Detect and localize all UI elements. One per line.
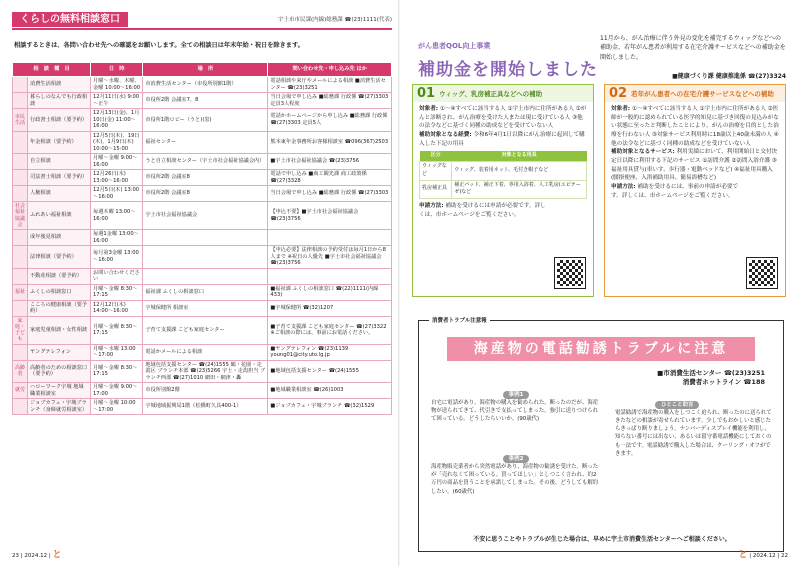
cell-contact: 当日会場で申し込み ■総務課 行政係 ☎(27)3303 — [268, 186, 392, 202]
advice-heading: ひとこと助言 — [655, 401, 699, 409]
target-text: ①～④すべてに該当する人 ①宇土市内に住所がある人 ②医師が一般的に認められている医学的知見に基づき回復の見込みがない状態に至ったと判断したことにより、がんの治療を目的とした治療を行わない人 ③対象サービス利用時に18歳以上40歳未満の人 ④他の法令などに基づく同種の助成などを受けていない人 — [611, 106, 779, 147]
right-footer: と | 2024.12 | 22 — [738, 550, 788, 560]
table-row — [13, 202, 392, 230]
col-header: 対象となる用具 — [452, 151, 587, 161]
warning-contact-center: ■市消費生活センター ☎(23)3251 — [657, 369, 765, 377]
cell-time: 月曜～金曜 9:00～16:00 — [91, 154, 143, 170]
table-row — [13, 399, 392, 415]
cell-name: ふくしの相談窓口 — [28, 284, 91, 300]
cell-time: 月曜～金曜 8:30～17:15 — [91, 316, 143, 344]
cell-time: 12月12日(木) 14:00～16:00 — [91, 300, 143, 316]
cell-place: 市役所別館2階 — [143, 383, 268, 399]
table-row — [13, 383, 392, 399]
col-header: 日 時 — [91, 63, 143, 77]
cell-cat: 福祉 — [13, 284, 28, 300]
cell-cat — [13, 268, 28, 284]
cell-contact — [268, 268, 392, 284]
qr-code-icon[interactable] — [555, 258, 585, 288]
cell-place — [143, 246, 268, 269]
table-cell: 補正パッド、補正下着、専用入浴着、人工乳房(エピテーゼ)など — [452, 180, 587, 199]
article-intro: 11月から、がん治療に伴う外見の変化を補完するウィッグなどへの補助金、若年がん患者が利用する在宅介護サービスなどへの補助金を開始しました。 — [600, 35, 786, 61]
table-cell: 乳房補正具 — [420, 180, 452, 199]
consultation-title: くらしの無料相談窓口 — [12, 12, 128, 27]
case-heading: 事例2 — [503, 455, 530, 463]
case-2 — [431, 455, 601, 496]
apply-label: 申請方法: — [611, 183, 636, 190]
cell-name: 法律相談（要予約） — [28, 246, 91, 269]
cell-name: 成年後見相談 — [28, 230, 91, 246]
page-number: 23 — [12, 553, 19, 559]
box-header — [413, 85, 593, 102]
cell-place: 子育て支援課 こども家庭センター — [143, 316, 268, 344]
col-header: 問い合わせ先・申し込み先 ほか — [268, 63, 392, 77]
right-page — [400, 0, 800, 566]
cell-contact: ■地域包括支援センター ☎(24)1555 — [268, 360, 392, 383]
col-header: 場 所 — [143, 63, 268, 77]
cell-cat — [13, 131, 28, 154]
cell-name: ハローワーク宇城 地域職業相談室 — [28, 383, 91, 399]
apply-label: 申請方法: — [419, 203, 444, 210]
cell-contact: ■ヤングテレフォン ☎(23)1139 young01@city.uto.lg.jp — [268, 344, 392, 360]
cell-contact: 電話で申し込み ■商工観光課 商工政策係 ☎(27)3328 — [268, 170, 392, 186]
cell-time: 12月5日(木) 13:00～16:00 — [91, 186, 143, 202]
amount-label: 補助対象となるサービス: — [611, 149, 675, 156]
cell-cat — [13, 170, 28, 186]
box-body — [605, 102, 785, 203]
cell-cat: 市民生活 — [13, 109, 28, 132]
cell-contact: 熊本東年金事務所お客様相談室 ☎096(367)2503 — [268, 131, 392, 154]
cell-cat — [13, 230, 28, 246]
box-title: ウィッグ、乳房補正具などへの補助 — [439, 90, 543, 98]
warning-title: 海産物の電話勧誘トラブルに注意 — [447, 337, 755, 361]
case-1 — [431, 391, 601, 424]
cell-cat — [13, 186, 28, 202]
col-header: 相 談 種 目 — [13, 63, 91, 77]
cell-time: 12月5日(木)、19日(木)、1月9日(木) 10:00～15:00 — [91, 131, 143, 154]
cell-cat — [13, 246, 28, 269]
left-footer: 23 | 2024.12 | と — [12, 550, 62, 560]
consultation-table — [12, 62, 392, 415]
cell-name: 行政書士相談（要予約） — [28, 109, 91, 132]
cell-name: こころの健康相談（要予約） — [28, 300, 91, 316]
consultation-subtitle: 宇土市市民課(内線)総務課 ☎(23)1111(代表) — [278, 17, 392, 23]
table-row — [420, 180, 587, 199]
box-title: 若年がん患者への在宅介護サービスなどへの補助 — [631, 90, 774, 98]
cell-time: 月曜～金曜 8:30～17:15 — [91, 284, 143, 300]
cell-name: ジョブカフェ・宇城ブランチ（身障就労相談室） — [28, 399, 91, 415]
cell-contact: ■福祉課 ふくしの相談窓口 ☎(22)1111(内線433) — [268, 284, 392, 300]
table-row — [13, 360, 392, 383]
cell-place: 宇土市社会福祉協議会 — [143, 202, 268, 230]
cell-contact — [268, 230, 392, 246]
cell-place: 福祉センター — [143, 131, 268, 154]
box-number: 02 — [609, 86, 628, 101]
cell-place: 市役所2階 会議室8 — [143, 170, 268, 186]
cell-place: 宇城地域振興局1階（松橋町久具400-1） — [143, 399, 268, 415]
cell-cat: 家庭・子ども — [13, 316, 28, 344]
qr-code-icon[interactable] — [747, 258, 777, 288]
city-logo: と — [52, 550, 62, 560]
cell-name: ヤングテレフォン — [28, 344, 91, 360]
issue-date: 2024.12 — [24, 553, 48, 559]
table-row — [13, 170, 392, 186]
cell-place: 福祉課 ふくしの相談窓口 — [143, 284, 268, 300]
consultation-note: 相談するときは、各問い合わせ先への確認をお願いします。全ての相談日は年末年始・祝日を除きます。 — [14, 42, 304, 49]
cell-time: 12月26日(木) 13:00～16:00 — [91, 170, 143, 186]
cell-name: ふれあい福祉相談 — [28, 202, 91, 230]
amount-label: 補助対象となる経費: — [419, 131, 472, 138]
cell-contact: ■ジョブカフェ・宇城ブランチ ☎(32)1529 — [268, 399, 392, 415]
cell-name: 人権相談 — [28, 186, 91, 202]
cell-cat: 高齢者 — [13, 360, 28, 383]
subsidy-box-care — [604, 84, 786, 297]
consumer-warning — [418, 320, 784, 552]
case-heading: 事例1 — [503, 391, 530, 399]
cell-contact: 電話相談や来庁やメールによる相談 ■消費生活センター ☎(23)3251 — [268, 77, 392, 93]
cell-place: 電話かメールによる相談 — [143, 344, 268, 360]
cell-contact: ■地域職業相談室 ☎(26)1003 — [268, 383, 392, 399]
box-header — [605, 85, 785, 102]
cell-time: 月曜～金曜 8:30～17:15 — [91, 360, 143, 383]
case-text: 海産物販売業者から突然電話があり、海産物の勧誘を受けた。断ったが「売れなくて困っている。買ってほしい」としつこく言われ、約2万円の商品を買うことを承諾してしまった。その後、どうしても解約したい。(60歳代) — [431, 464, 599, 495]
table-row — [420, 162, 587, 181]
table-row — [13, 284, 392, 300]
box-number: 01 — [417, 86, 436, 101]
table-row — [13, 230, 392, 246]
target-label: 対象者: — [419, 106, 439, 112]
amount-text: 利用実績において、利用開始日と交付決定日以降に利用する下記のサービス ①訪問介護 ②訪問入浴介護 ③福祉用具貸与(車いす、歩行器・電動ベッドなど) ④福祉用具購入(腰掛便座、入浴補助用具、簡易浴槽など) — [611, 149, 778, 182]
cell-cat — [13, 300, 28, 316]
table-row — [13, 131, 392, 154]
advice-section — [615, 401, 775, 458]
table-row — [13, 246, 392, 269]
cell-time: 12月11日(水) 9:00～正午 — [91, 93, 143, 109]
article-contact: ■健康づくり課 健康推進係 ☎(27)3324 — [672, 73, 786, 80]
consultation-header — [12, 12, 392, 30]
warning-contact-hotline: 消費者ホットライン ☎188 — [682, 378, 765, 387]
city-logo: と — [738, 550, 748, 560]
cell-cat — [13, 154, 28, 170]
cell-time: 月曜～金曜 10:00～17:00 — [91, 399, 143, 415]
cell-time: 毎週木曜 13:00～16:00 — [91, 202, 143, 230]
cell-place: 市役所2階 会議室7、8 — [143, 93, 268, 109]
case-text: 自宅に電話があり、海産物の購入を勧められた。断ったのだが、海産物が送られてきて、代引きで支払ってしまった。強引に送りつけられて困っている。どうしたらいいか。(90歳代) — [431, 400, 599, 423]
table-row — [13, 109, 392, 132]
cell-name: 自立相談 — [28, 154, 91, 170]
warning-contact — [657, 369, 765, 388]
cell-contact: 【申込不要】■宇土市社会福祉協議会 ☎(23)3756 — [268, 202, 392, 230]
cell-time: 12月13日(金)、1月10日(金) 11:00～16:00 — [91, 109, 143, 132]
equipment-table — [419, 151, 587, 199]
box-body — [413, 102, 593, 222]
cell-contact: ■宇城保健所 ☎(32)1207 — [268, 300, 392, 316]
cell-contact: 【申込必要】法律相談の予約受付は毎月1日から8人まで ※祝日の人優先 ■宇土市社会福祉協議会 ☎(23)3756 — [268, 246, 392, 269]
col-header: 区分 — [420, 151, 452, 161]
target-text: ①～④すべてに該当する人 ①宇土市内に住所がある人 ②がんと診断され、がん治療を受けた人または現に受けている人 ③他の法令などに基づく同種の助成などを受けていない人 — [419, 106, 587, 130]
cell-time: 毎週1金曜 13:00～16:00 — [91, 230, 143, 246]
cell-place: 宇城保健所 相談室 — [143, 300, 268, 316]
table-row — [13, 300, 392, 316]
amount-text: 令和6年4月1日以降にがん治療に起因して購入した下記の用具 — [419, 131, 585, 147]
cell-place: 市役所1階ロビー（うと)(窓) — [143, 109, 268, 132]
cell-time: 月曜～金曜 9:00～17:00 — [91, 383, 143, 399]
cell-cat: 社会福祉協議会 — [13, 202, 28, 230]
table-row — [13, 316, 392, 344]
cell-name: 司法書士相談（要予約） — [28, 170, 91, 186]
cell-place: 地域包括支援センター ☎(24)1555 鶴・花園・走潟区 ブランチ本部 ☎(23)5266 宇土・走潟担当 ブランチ西部 ☎(27)1010 網田・網津・轟 — [143, 360, 268, 383]
subsidy-box-wig — [412, 84, 594, 297]
table-cell: ウィッグ、装着用ネット、毛付き帽子など — [452, 162, 587, 181]
cell-contact: ■子育て支援課 こども家庭センター ☎(27)3322 ※ご相談の際には、事前にお電話ください。 — [268, 316, 392, 344]
page-number: 22 — [781, 553, 788, 559]
table-row — [13, 93, 392, 109]
cell-contact: ■宇土市社会福祉協議会 ☎(23)3756 — [268, 154, 392, 170]
cell-place — [143, 230, 268, 246]
cell-cat — [13, 93, 28, 109]
apply-text: 補助を受けるには、事前の申請が必要です。詳しくは、市ホームページをご覧ください。 — [611, 183, 739, 199]
table-row — [13, 154, 392, 170]
cell-name: 不動産相談（要予約） — [28, 268, 91, 284]
cell-place: 市役所2階 会議室8 — [143, 186, 268, 202]
cell-cat — [13, 344, 28, 360]
cell-contact: 当日会場で申し込み ■総務課 行政係 ☎(27)3303 定員3人程度 — [268, 93, 392, 109]
cell-place: うと自立相談センター（宇土市社会福祉協議会内） — [143, 154, 268, 170]
cell-time: 月曜～水曜、木曜、金曜 10:00～16:00 — [91, 77, 143, 93]
apply-text: 補助を受けるには申請が必要です。詳しくは、市ホームページをご覧ください。 — [419, 203, 546, 218]
warning-tag: 消費者トラブル注意報 — [429, 316, 490, 324]
table-row — [13, 77, 392, 93]
cell-cat — [13, 399, 28, 415]
cell-place — [143, 268, 268, 284]
table-row — [13, 186, 392, 202]
cell-place: 市消費生活センター（市役所別館1階） — [143, 77, 268, 93]
cell-time: 月曜～水曜 13:00～17:00 — [91, 344, 143, 360]
article-subtitle: がん患者QOL向上事業 — [418, 42, 491, 50]
cell-name: 家庭児童相談・女性相談 — [28, 316, 91, 344]
cell-time: 毎月第3金曜 13:00～16:00 — [91, 246, 143, 269]
article-title: 補助金を開始しました — [418, 60, 598, 80]
cell-name: 暮らしのなんでも行政相談 — [28, 93, 91, 109]
table-cell: ウィッグなど — [420, 162, 452, 181]
warning-footer-text: 不安に思うことやトラブルが生じた場合は、早めに宇土市消費生活センターへご相談ください。 — [473, 536, 731, 543]
advice-text: 電話勧誘で海産物の購入をしつこく迫られ、断ったのに送られてきたなどの相談が寄せられています。少しでもおかしいと感じたらきっぱり断りましょう。ナンバーディスプレイ機能を利用し、知らない番号には出ない、あるいは留守番電話機能にしておくのも一法です。電話勧誘で購入した場合は、クーリング・オフができます。 — [615, 410, 772, 457]
table-row — [13, 268, 392, 284]
issue-date: 2024.12 — [752, 553, 776, 559]
cell-time: お問い合わせください — [91, 268, 143, 284]
table-row — [13, 344, 392, 360]
cell-cat: 就労 — [13, 383, 28, 399]
cell-name: 年金相談（要予約） — [28, 131, 91, 154]
cell-name: 高齢者のための相談窓口（要予約） — [28, 360, 91, 383]
cell-name: 消費生活相談 — [28, 77, 91, 93]
cell-cat — [13, 77, 28, 93]
target-label: 対象者: — [611, 106, 631, 112]
cell-contact: 電話かホームページから申し込み ■総務課 行政係 ☎(27)3303 定員5人 — [268, 109, 392, 132]
